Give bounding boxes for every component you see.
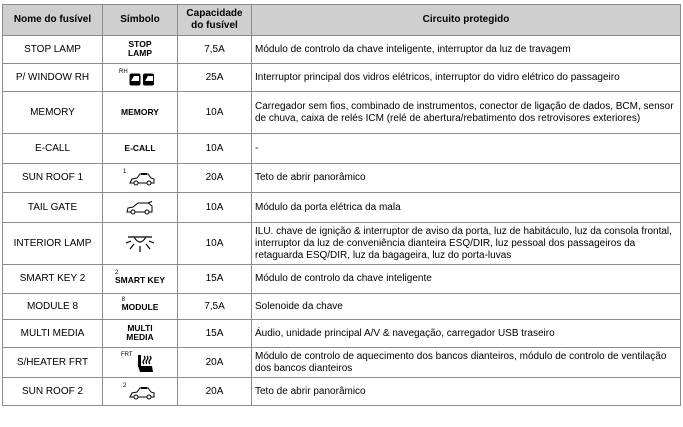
fuse-circuit: ILU. chave de ignição & interruptor de aviso da porta, luz de habitáculo, luz da consola frontal, interruptor da luz de conveniência dianteira ESQ/DIR, luz pessoal dos passageiros da retaguarda ESQ/DIR, luz da bagageira, luz do porta-luvas: [252, 223, 681, 265]
tailgate-car-icon: [126, 201, 154, 215]
table-row: [3, 164, 681, 193]
fuse-capacity: 7,5A: [178, 36, 252, 64]
fuse-circuit: Teto de abrir panorâmico: [252, 164, 681, 193]
symbol-superscript: 1: [123, 169, 127, 175]
fuse-circuit: Módulo de controlo da chave inteligente, interruptor da luz de travagem: [252, 36, 681, 64]
table-row: [3, 378, 681, 406]
fuse-symbol: [103, 223, 178, 265]
fuse-name: MULTI MEDIA: [3, 320, 103, 348]
table-row: [3, 265, 681, 294]
symbol-text: 2 SMART KEY: [114, 269, 166, 285]
fuse-symbol: [103, 36, 178, 64]
table-row: [3, 348, 681, 378]
fuse-capacity: 20A: [178, 164, 252, 193]
table-row: [3, 223, 681, 265]
symbol-superscript: FRT: [121, 351, 133, 358]
fuse-symbol: [103, 193, 178, 223]
table-header-row: [3, 5, 681, 36]
symbol-superscript: 2: [114, 269, 119, 276]
fuse-symbol: [103, 164, 178, 193]
fuse-circuit: Módulo da porta elétrica da mala: [252, 193, 681, 223]
header-fuse-name: Nome do fusível: [3, 5, 103, 36]
power-window-icon: [129, 73, 155, 86]
table-row: [3, 134, 681, 164]
sunroof-car-icon: [129, 172, 155, 186]
fuse-name: SUN ROOF 2: [3, 378, 103, 406]
table-row: [3, 64, 681, 92]
table-row: [3, 320, 681, 348]
table-row: [3, 36, 681, 64]
symbol-text: MULTI MEDIA: [126, 322, 154, 342]
fuse-circuit: Módulo de controlo da chave inteligente: [252, 265, 681, 294]
fuse-symbol: [103, 320, 178, 348]
fuse-capacity: 15A: [178, 265, 252, 294]
fuse-capacity: 25A: [178, 64, 252, 92]
fuse-name: SMART KEY 2: [3, 265, 103, 294]
fuse-circuit: Carregador sem fios, combinado de instrumentos, conector de ligação de dados, BCM, sensor de chuva, caixa de relés ICM (relé de abertura/rebatimento dos retrovisores exteriores): [252, 92, 681, 134]
fuse-name: P/ WINDOW RH: [3, 64, 103, 92]
fuse-circuit: Solenoide da chave: [252, 294, 681, 320]
fuse-symbol: [103, 348, 178, 378]
symbol-superscript: 2: [123, 382, 127, 389]
fuse-capacity: 20A: [178, 378, 252, 406]
fuse-circuit: Interruptor principal dos vidros elétricos, interruptor do vidro elétrico do passageiro: [252, 64, 681, 92]
fuse-capacity: 10A: [178, 193, 252, 223]
header-capacity-line1: Capacidade: [186, 8, 243, 19]
fuse-name: SUN ROOF 1: [3, 164, 103, 193]
table-row: [3, 193, 681, 223]
seat-heater-icon: [137, 354, 155, 374]
fuse-capacity: 10A: [178, 223, 252, 265]
fuse-circuit: Módulo de controlo de aquecimento dos bancos dianteiros, módulo de controlo de ventilação dos bancos dianteiros: [252, 348, 681, 378]
header-capacity-line2: do fusível: [191, 20, 238, 31]
fuse-symbol: [103, 134, 178, 164]
fuse-symbol: [103, 265, 178, 294]
symbol-superscript: RH: [119, 68, 128, 75]
fuse-capacity: 7,5A: [178, 294, 252, 320]
header-circuit: Circuito protegido: [252, 5, 681, 36]
fuse-symbol: [103, 92, 178, 134]
fuse-name: E-CALL: [3, 134, 103, 164]
symbol-text: STOP LAMP: [127, 38, 153, 58]
fuse-name: S/HEATER FRT: [3, 348, 103, 378]
fuse-table: [2, 4, 681, 406]
fuse-symbol: [103, 64, 178, 92]
sunroof-car-icon: [129, 386, 155, 400]
fuse-name: INTERIOR LAMP: [3, 223, 103, 265]
fuse-symbol: [103, 378, 178, 406]
fuse-capacity: 10A: [178, 92, 252, 134]
fuse-capacity: 20A: [178, 348, 252, 378]
fuse-name: MEMORY: [3, 92, 103, 134]
fuse-name: TAIL GATE: [3, 193, 103, 223]
header-symbol: Símbolo: [103, 5, 178, 36]
fuse-name: MODULE 8: [3, 294, 103, 320]
fuse-circuit: -: [252, 134, 681, 164]
interior-lamp-icon: [125, 234, 155, 254]
table-row: [3, 92, 681, 134]
symbol-text: E-CALL: [124, 142, 156, 153]
fuse-circuit: Áudio, unidade principal A/V & navegação, carregador USB traseiro: [252, 320, 681, 348]
symbol-text: MEMORY: [121, 106, 159, 117]
fuse-circuit: Teto de abrir panorâmico: [252, 378, 681, 406]
fuse-name: STOP LAMP: [3, 36, 103, 64]
fuse-symbol: [103, 294, 178, 320]
header-capacity: [178, 5, 252, 36]
fuse-capacity: 10A: [178, 134, 252, 164]
table-row: [3, 294, 681, 320]
symbol-text: 8 MODULE: [121, 297, 159, 312]
symbol-superscript: 8: [121, 297, 125, 303]
fuse-capacity: 15A: [178, 320, 252, 348]
